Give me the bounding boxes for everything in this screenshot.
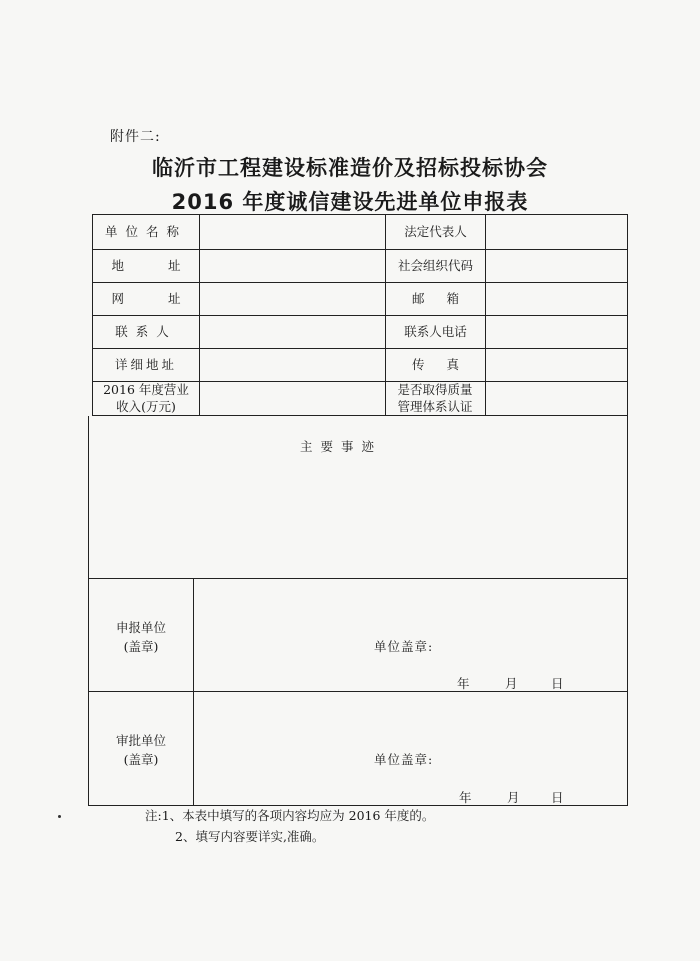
applicant-label xyxy=(95,618,187,657)
main-deeds-label: 主要事迹 xyxy=(300,439,383,454)
form-title-line1: 临沂市工程建设标准造价及招标投标协会 xyxy=(152,156,548,180)
detail-address-field[interactable] xyxy=(200,349,385,381)
label-email: 邮 箱 xyxy=(412,290,459,306)
note-line-2: 2、填写内容要详实,准确。 xyxy=(175,829,325,844)
org-code-field[interactable] xyxy=(486,250,627,282)
label-org-code: 社会组织代码 xyxy=(397,257,473,273)
label-detail-address: 详细地址 xyxy=(114,356,177,372)
section-divider xyxy=(88,578,628,579)
approver-unit-label: 审批单位 xyxy=(115,733,166,748)
fax-field[interactable] xyxy=(486,349,627,381)
label-address: 地 址 xyxy=(111,257,181,273)
label-revenue: 2016 年度营业收入(万元) xyxy=(103,381,189,414)
applicant-year-label: 年 xyxy=(457,676,470,691)
form-title-line2: 2016 年度诚信建设先进单位申报表 xyxy=(171,190,529,214)
label-unit-name: 单位名称 xyxy=(104,223,187,239)
approver-year-label: 年 xyxy=(459,790,472,805)
label-legal-rep: 法定代表人 xyxy=(404,223,467,239)
label-fax: 传 真 xyxy=(412,356,459,372)
attachment-label: 附件二: xyxy=(110,129,161,145)
border-left xyxy=(88,416,89,806)
note-line-1: 注:1、本表中填写的各项内容均应为 2016 年度的。 xyxy=(145,808,435,823)
approver-month-label: 月 xyxy=(507,790,520,805)
contact-field[interactable] xyxy=(200,316,385,348)
border-right xyxy=(627,416,628,806)
quality-cert-field[interactable] xyxy=(486,382,627,415)
unit-name-field[interactable] xyxy=(200,215,385,249)
scan-speck xyxy=(58,815,61,818)
section-divider xyxy=(88,691,628,692)
approver-seal-note: (盖章) xyxy=(123,752,159,768)
label-contact-phone: 联系人电话 xyxy=(404,323,467,339)
email-field[interactable] xyxy=(486,283,627,315)
applicant-seal-label: 单位盖章: xyxy=(374,639,434,654)
applicant-seal-note: (盖章) xyxy=(123,639,159,655)
info-table xyxy=(92,214,628,416)
approver-label xyxy=(95,731,187,770)
applicant-unit-label: 申报单位 xyxy=(115,620,166,635)
label-contact: 联系人 xyxy=(115,323,177,339)
applicant-month-label: 月 xyxy=(505,676,518,691)
applicant-day-label: 日 xyxy=(551,676,564,691)
col-divider xyxy=(193,578,194,806)
label-quality-cert: 是否取得质量管理体系认证 xyxy=(397,381,473,414)
label-website: 网 址 xyxy=(111,290,181,306)
approver-day-label: 日 xyxy=(551,790,564,805)
approver-seal-label: 单位盖章: xyxy=(374,752,434,767)
revenue-field[interactable] xyxy=(200,382,385,415)
legal-rep-field[interactable] xyxy=(486,215,627,249)
main-deeds-area[interactable] xyxy=(95,455,623,573)
website-field[interactable] xyxy=(200,283,385,315)
contact-phone-field[interactable] xyxy=(486,316,627,348)
address-field[interactable] xyxy=(200,250,385,282)
